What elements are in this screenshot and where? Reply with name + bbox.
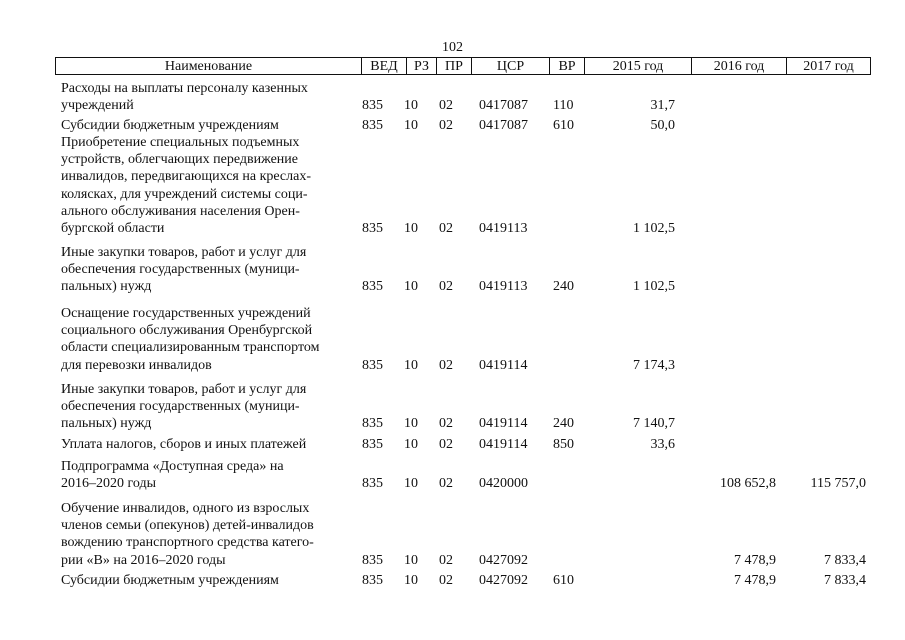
cell-y2017: 7 833,4 <box>824 573 866 588</box>
cell-vr: 240 <box>553 416 574 432</box>
cell-rz: 10 <box>404 416 418 432</box>
cell-csr: 0417087 <box>479 118 528 133</box>
cell-y2015: 7 174,3 <box>633 357 675 373</box>
cell-rz: 10 <box>404 357 418 373</box>
cell-pr: 02 <box>439 552 453 568</box>
cell-y2015: 50,0 <box>650 118 675 133</box>
row-name <box>61 458 361 492</box>
cell-rz: 10 <box>404 279 418 295</box>
row-name-line: бургской области <box>61 221 165 237</box>
cell-csr: 0419114 <box>479 357 528 373</box>
cell-vr: 240 <box>553 279 574 295</box>
cell-y2015: 33,6 <box>650 437 675 452</box>
cell-ved: 835 <box>362 118 383 133</box>
row-name-line: Уплата налогов, сборов и иных платежей <box>61 437 307 452</box>
row-name <box>61 305 361 374</box>
cell-csr: 0427092 <box>479 573 528 588</box>
cell-ved: 835 <box>362 98 383 114</box>
cell-y2017: 7 833,4 <box>824 552 866 568</box>
row-name-line: для перевозки инвалидов <box>61 357 212 373</box>
row-name <box>61 80 361 114</box>
cell-vr: 610 <box>553 573 574 588</box>
row-name <box>61 572 361 589</box>
row-name <box>61 381 361 433</box>
row-name-line: членов семьи (опекунов) детей-инвалидов <box>61 518 314 534</box>
cell-y2017: 115 757,0 <box>810 476 866 492</box>
cell-csr: 0419113 <box>479 279 528 295</box>
cell-y2015: 31,7 <box>650 98 675 114</box>
header-pr: ПР <box>436 58 471 74</box>
page-number: 102 <box>442 40 463 55</box>
cell-pr: 02 <box>439 98 453 114</box>
cell-rz: 10 <box>404 118 418 133</box>
row-name-line: Субсидии бюджетным учреждениям <box>61 573 279 588</box>
cell-pr: 02 <box>439 118 453 133</box>
header-rz: РЗ <box>406 58 436 74</box>
cell-ved: 835 <box>362 552 383 568</box>
row-name-line: обеспечения государственных (муници- <box>61 262 300 278</box>
cell-csr: 0419113 <box>479 221 528 236</box>
cell-csr: 0419114 <box>479 416 528 432</box>
row-name-line: пальных) нужд <box>61 279 152 295</box>
cell-vr: 610 <box>553 118 574 133</box>
table-header <box>55 57 871 75</box>
cell-ved: 835 <box>362 357 383 373</box>
row-name-line: области специализированным транспортом <box>61 340 320 356</box>
row-name-line: ального обслуживания населения Орен- <box>61 203 300 219</box>
row-name-line: вождению транспортного средства катего- <box>61 535 314 551</box>
cell-rz: 10 <box>404 98 418 114</box>
cell-ved: 835 <box>362 573 383 588</box>
cell-y2016: 7 478,9 <box>734 552 776 568</box>
cell-pr: 02 <box>439 416 453 432</box>
header-name: Наименование <box>164 59 253 74</box>
row-name <box>61 436 361 453</box>
cell-csr: 0427092 <box>479 552 528 568</box>
row-name-line: Расходы на выплаты персоналу казенных <box>61 81 308 96</box>
cell-ved: 835 <box>362 437 383 452</box>
cell-vr: 850 <box>553 437 574 452</box>
cell-ved: 835 <box>362 221 383 236</box>
row-name-line: Оснащение государственных учреждений <box>61 306 311 321</box>
cell-rz: 10 <box>404 552 418 568</box>
cell-vr: 110 <box>553 98 574 114</box>
row-name-line: инвалидов, передвигающихся на креслах- <box>61 169 312 185</box>
row-name-line: Приобретение специальных подъемных <box>61 135 300 150</box>
header-2015: 2015 год <box>584 58 691 74</box>
row-name-line: колясках, для учреждений системы соци- <box>61 186 308 202</box>
cell-csr: 0419114 <box>479 437 528 452</box>
cell-csr: 0417087 <box>479 98 528 114</box>
cell-rz: 10 <box>404 221 418 236</box>
cell-rz: 10 <box>404 476 418 492</box>
row-name <box>61 117 361 134</box>
row-name-line: учреждений <box>61 98 134 114</box>
cell-pr: 02 <box>439 279 453 295</box>
cell-pr: 02 <box>439 221 453 236</box>
row-name-line: устройств, облегчающих передвижение <box>61 152 299 168</box>
cell-pr: 02 <box>439 573 453 588</box>
row-name-line: социального обслуживания Оренбургской <box>61 323 313 339</box>
row-name-line: Субсидии бюджетным учреждениям <box>61 118 279 133</box>
cell-y2015: 1 102,5 <box>633 279 675 295</box>
row-name-line: 2016–2020 годы <box>61 476 157 492</box>
row-name-line: пальных) нужд <box>61 416 152 432</box>
row-name-line: обеспечения государственных (муници- <box>61 399 300 415</box>
cell-ved: 835 <box>362 476 383 492</box>
cell-y2015: 1 102,5 <box>633 221 675 236</box>
cell-ved: 835 <box>362 416 383 432</box>
row-name <box>61 134 361 237</box>
cell-rz: 10 <box>404 437 418 452</box>
header-2016: 2016 год <box>691 58 786 74</box>
row-name <box>61 244 361 296</box>
header-ved: ВЕД <box>361 58 406 74</box>
cell-csr: 0420000 <box>479 476 528 492</box>
cell-y2016: 7 478,9 <box>734 573 776 588</box>
row-name-line: Иные закупки товаров, работ и услуг для <box>61 382 307 397</box>
row-name-line: Иные закупки товаров, работ и услуг для <box>61 245 307 260</box>
cell-rz: 10 <box>404 573 418 588</box>
cell-ved: 835 <box>362 279 383 295</box>
cell-pr: 02 <box>439 357 453 373</box>
row-name-line: Подпрограмма «Доступная среда» на <box>61 459 284 474</box>
row-name-line: рии «В» на 2016–2020 годы <box>61 552 226 568</box>
cell-pr: 02 <box>439 437 453 452</box>
row-name <box>61 500 361 569</box>
cell-y2015: 7 140,7 <box>633 416 675 432</box>
row-name-line: Обучение инвалидов, одного из взрослых <box>61 501 310 516</box>
cell-pr: 02 <box>439 476 453 492</box>
cell-y2016: 108 652,8 <box>720 476 776 492</box>
header-csr: ЦСР <box>471 58 549 74</box>
header-vr: ВР <box>549 58 584 74</box>
header-2017: 2017 год <box>786 58 870 74</box>
